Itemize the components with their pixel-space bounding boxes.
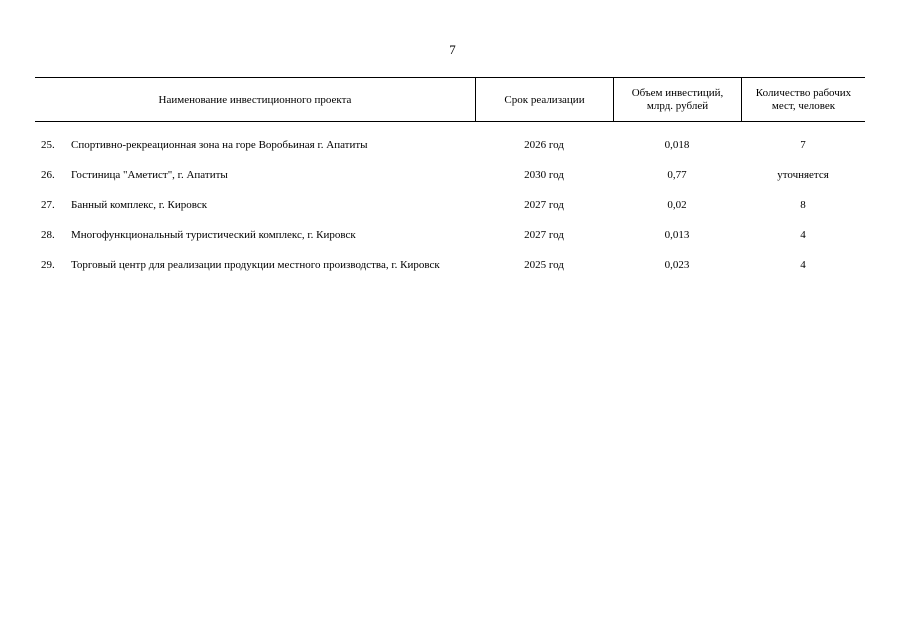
page-number: 7 xyxy=(449,42,456,57)
row-term: 2030 год xyxy=(524,169,564,181)
row-project-name: Банный комплекс, г. Кировск xyxy=(71,199,208,211)
row-jobs: 8 xyxy=(800,199,806,211)
row-term: 2025 год xyxy=(524,259,564,271)
header-jobs: Количество рабочих мест, человек xyxy=(741,78,865,122)
row-jobs: 7 xyxy=(800,139,806,151)
row-investment: 0,77 xyxy=(667,169,687,181)
row-project-name: Спортивно-рекреационная зона на горе Воробьиная г. Апатиты xyxy=(71,139,368,151)
row-number: 28. xyxy=(41,229,55,241)
row-term: 2027 год xyxy=(524,229,564,241)
row-number: 26. xyxy=(41,169,55,181)
row-jobs: 4 xyxy=(800,259,806,271)
row-project-name: Многофункциональный туристический комплекс, г. Кировск xyxy=(71,229,356,241)
row-term: 2027 год xyxy=(524,199,564,211)
row-number: 29. xyxy=(41,259,55,271)
row-term: 2026 год xyxy=(524,139,564,151)
row-project-name: Торговый центр для реализации продукции местного производства, г. Кировск xyxy=(71,259,440,271)
row-number: 27. xyxy=(41,199,55,211)
header-investment: Объем инвестиций, млрд. рублей xyxy=(613,78,741,122)
row-investment: 0,023 xyxy=(664,259,690,271)
row-investment: 0,018 xyxy=(664,139,690,151)
header-project-name: Наименование инвестиционного проекта xyxy=(158,93,352,106)
row-investment: 0,013 xyxy=(664,229,690,241)
row-jobs: 4 xyxy=(800,229,806,241)
table-header xyxy=(35,77,865,122)
row-project-name: Гостиница "Аметист", г. Апатиты xyxy=(71,169,228,181)
header-term: Срок реализации xyxy=(475,78,613,122)
row-jobs: уточняется xyxy=(777,169,829,181)
row-investment: 0,02 xyxy=(667,199,687,211)
row-number: 25. xyxy=(41,139,55,151)
